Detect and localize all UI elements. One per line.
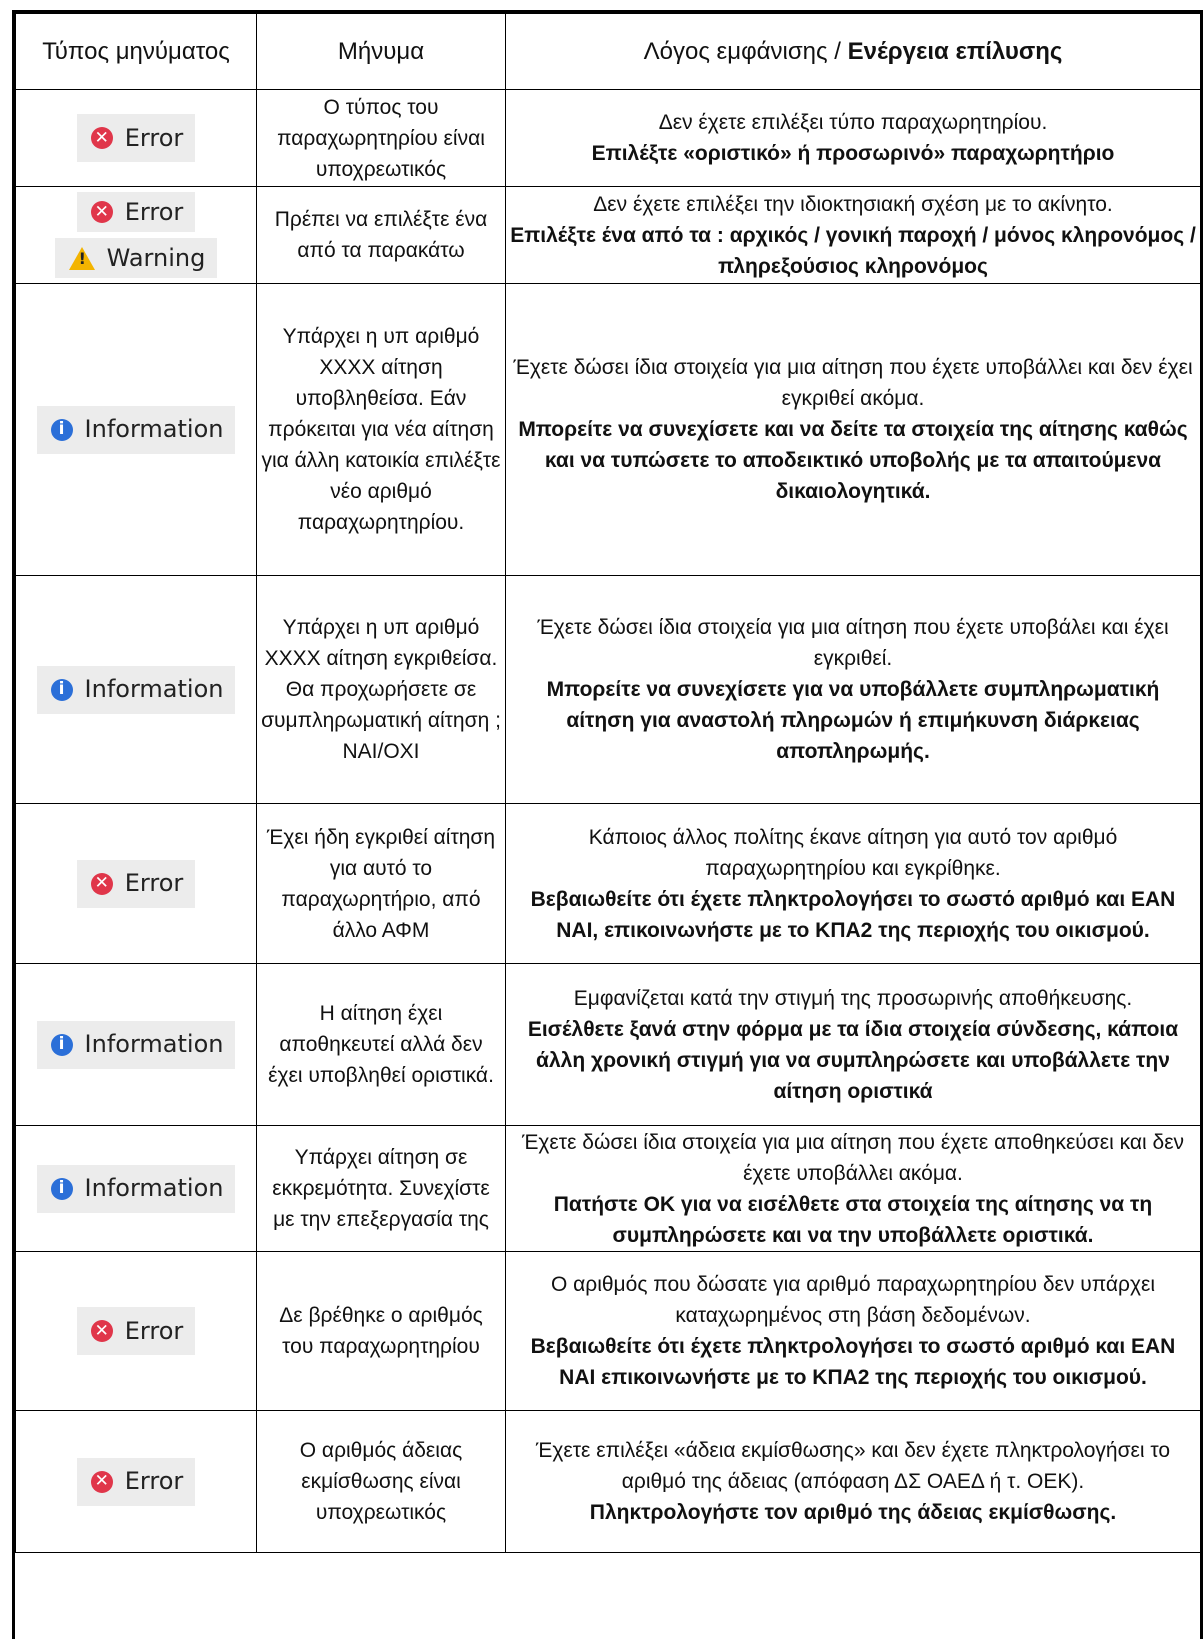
information-badge (37, 1165, 236, 1213)
action-text: Επιλέξτε ένα από τα : αρχικός / γονική παροχή / μόνος κληρονόμος / πληρεξούσιος κληρονόμος (510, 223, 1196, 278)
type-cell (16, 1252, 257, 1411)
table-row (16, 964, 1201, 1126)
reason-cell (506, 964, 1201, 1126)
reason-cell (506, 576, 1201, 804)
message-cell: Υπάρχει η υπ αριθμό ΧΧΧΧ αίτηση εγκριθείσα. Θα προχωρήσετε σε συμπληρωματική αίτηση ; ΝΑΙ/ΟΧΙ (257, 576, 506, 804)
warning-label: Warning (106, 243, 206, 272)
reason-text: Έχετε δώσει ίδια στοιχεία για μια αίτηση που έχετε αποθηκεύσει και δεν έχετε υποβάλλει ακόμα. (521, 1130, 1185, 1185)
message-table (15, 13, 1201, 1553)
info-icon: i (51, 1178, 73, 1200)
type-cell (16, 964, 257, 1126)
information-label: Information (84, 415, 224, 443)
message-cell: Δε βρέθηκε ο αριθμός του παραχωρητηρίου (257, 1252, 506, 1411)
type-cell (16, 284, 257, 576)
error-x-icon: ✕ (91, 127, 113, 149)
error-label: Error (124, 123, 184, 152)
error-badge (77, 860, 196, 908)
reason-text: Έχετε δώσει ίδια στοιχεία για μια αίτηση που έχετε υποβάλει και έχει εγκριθεί. (537, 616, 1169, 670)
message-cell: Υπάρχει η υπ αριθμό ΧΧΧΧ αίτηση υποβληθείσα. Εάν πρόκειται για νέα αίτηση για άλλη κατοικία επιλέξτε νέο αριθμό παραχωρητηρίου. (257, 284, 506, 576)
reason-cell (506, 284, 1201, 576)
table-row (16, 1126, 1201, 1252)
table-row (16, 576, 1201, 804)
reason-text: Εμφανίζεται κατά την στιγμή της προσωρινής αποθήκευσης. (573, 986, 1133, 1010)
information-badge (37, 406, 236, 454)
reason-text: Έχετε επιλέξει «άδεια εκμίσθωσης» και δεν έχετε πληκτρολογήσει το αριθμό της άδειας (απόφαση ΔΣ ΟΑΕΔ ή τ. ΟΕΚ). (535, 1439, 1171, 1493)
table-row (16, 90, 1201, 187)
error-badge (77, 1307, 196, 1355)
table-row (16, 804, 1201, 964)
message-cell: Ο τύπος του παραχωρητηρίου είναι υποχρεωτικός (257, 90, 506, 187)
action-text: Μπορείτε να συνεχίσετε και να δείτε τα στοιχεία της αίτησης καθώς και να τυπώσετε το αποδεικτικό υποβολής με τα απαιτούμενα δικαιολογητικά. (518, 418, 1188, 503)
type-cell (16, 1126, 257, 1252)
table-row (16, 1411, 1201, 1553)
warning-triangle-icon (69, 247, 95, 270)
information-badge (37, 1021, 236, 1069)
reason-cell (506, 1126, 1201, 1252)
message-table-frame (12, 10, 1203, 1639)
message-cell: Η αίτηση έχει αποθηκευτεί αλλά δεν έχει υποβληθεί οριστικά. (257, 964, 506, 1126)
action-text: Πληκτρολογήστε τον αριθμό της άδειας εκμίσθωσης. (589, 1501, 1117, 1524)
header-reason-action (506, 14, 1201, 90)
reason-cell (506, 1252, 1201, 1411)
reason-text: Ο αριθμός που δώσατε για αριθμό παραχωρητηρίου δεν υπάρχει καταχωρημένος στη βάση δεδομένων. (550, 1273, 1156, 1327)
header-reason-text: Λόγος εμφάνισης / (643, 37, 848, 65)
error-x-icon: ✕ (91, 873, 113, 895)
type-cell (16, 804, 257, 964)
reason-text: Δεν έχετε επιλέξει τύπο παραχωρητηρίου. (658, 111, 1048, 134)
error-x-icon: ✕ (91, 201, 113, 223)
type-cell (16, 1411, 257, 1553)
info-icon: i (51, 1034, 73, 1056)
header-message-type: Τύπος μηνύματος (16, 14, 257, 90)
information-label: Information (84, 1030, 224, 1058)
action-text: Βεβαιωθείτε ότι έχετε πληκτρολογήσει το σωστό αριθμό και ΕΑΝ ΝΑΙ, επικοινωνήστε με το ΚΠΑ2 της περιοχής του οικισμού. (530, 887, 1176, 942)
error-label: Error (124, 197, 184, 226)
message-cell: Υπάρχει αίτηση σε εκκρεμότητα. Συνεχίστε με την επεξεργασία της (257, 1126, 506, 1252)
header-message: Μήνυμα (257, 14, 506, 90)
type-cell (16, 576, 257, 804)
information-label: Information (84, 675, 224, 703)
table-row (16, 1252, 1201, 1411)
reason-cell (506, 187, 1201, 284)
message-cell: Ο αριθμός άδειας εκμίσθωσης είναι υποχρεωτικός (257, 1411, 506, 1553)
error-x-icon: ✕ (91, 1320, 113, 1342)
error-badge (77, 192, 196, 232)
error-badge (77, 114, 196, 162)
action-text: Εισέλθετε ξανά στην φόρμα με τα ίδια στοιχεία σύνδεσης, κάποια άλλη χρονική στιγμή για να συμπληρώσετε και υποβάλλετε την αίτηση οριστικά (527, 1017, 1179, 1103)
reason-cell (506, 1411, 1201, 1553)
information-label: Information (84, 1174, 224, 1202)
error-badge (77, 1458, 196, 1506)
info-icon: i (51, 679, 73, 701)
table-row (16, 284, 1201, 576)
warning-badge (55, 238, 218, 278)
type-cell (16, 187, 257, 284)
reason-text: Έχετε δώσει ίδια στοιχεία για μια αίτηση που έχετε υποβάλλει και δεν έχει εγκριθεί ακόμα. (513, 356, 1193, 410)
table-header-row (16, 14, 1201, 90)
reason-text: Κάποιος άλλος πολίτης έκανε αίτηση για αυτό τον αριθμό παραχωρητηρίου και εγκρίθηκε. (588, 825, 1118, 880)
error-label: Error (124, 1316, 184, 1345)
error-label: Error (124, 1467, 184, 1495)
message-cell: Πρέπει να επιλέξτε ένα από τα παρακάτω (257, 187, 506, 284)
reason-text: Δεν έχετε επιλέξει την ιδιοκτησιακή σχέση με το ακίνητο. (593, 192, 1113, 216)
information-badge (37, 666, 236, 714)
reason-cell (506, 804, 1201, 964)
action-text: Μπορείτε να συνεχίσετε για να υποβάλλετε συμπληρωματική αίτηση για αναστολή πληρωμών ή επιμήκυνση διάρκειας αποπληρωμής. (546, 678, 1160, 763)
error-x-icon: ✕ (91, 1471, 113, 1493)
table-row (16, 187, 1201, 284)
error-label: Error (124, 869, 184, 897)
reason-cell (506, 90, 1201, 187)
type-cell (16, 90, 257, 187)
info-icon: i (51, 419, 73, 441)
message-cell: Έχει ήδη εγκριθεί αίτηση για αυτό το παραχωρητήριο, από άλλο ΑΦΜ (257, 804, 506, 964)
action-text: Βεβαιωθείτε ότι έχετε πληκτρολογήσει το σωστό αριθμό και ΕΑΝ ΝΑΙ επικοινωνήστε με το ΚΠΑ2 της περιοχής του οικισμού. (530, 1335, 1176, 1389)
action-text: Πατήστε ΟΚ για να εισέλθετε στα στοιχεία της αίτησης να τη συμπληρώσετε και να την υποβάλλετε οριστικά. (553, 1192, 1153, 1247)
header-action-text: Ενέργεια επίλυσης (847, 37, 1063, 65)
action-text: Επιλέξτε «οριστικό» ή προσωρινό» παραχωρητήριο (591, 142, 1115, 165)
